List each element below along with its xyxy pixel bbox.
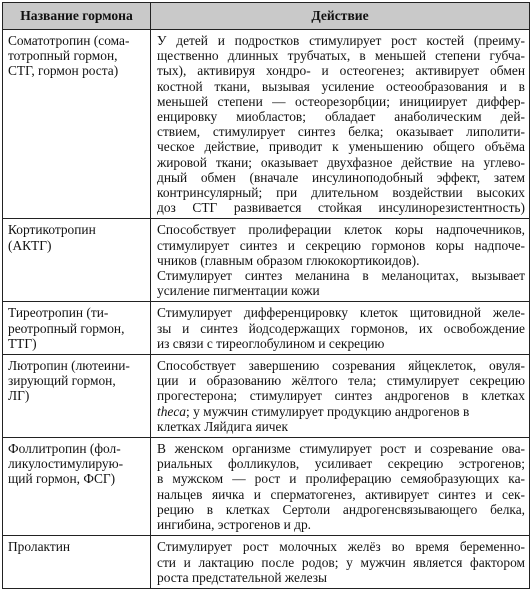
action-line: енцировку миобластов; обладает анаболическим дей-: [157, 109, 525, 125]
hormone-table-container: [2, 2, 529, 589]
action-line: У детей и подростков стимулирует рост костей (преиму-: [157, 33, 525, 48]
table-row-somatotropin: [3, 30, 530, 219]
table-row-lutropin: [3, 355, 530, 438]
action-line: [157, 404, 525, 419]
table-row-prolactin: [3, 536, 530, 589]
action-line: усиление пигментации кожи: [157, 283, 320, 299]
hormone-action-cell: [151, 536, 530, 589]
action-line: контринсулярный; при длительном воздействии высоких: [157, 185, 525, 201]
hormone-name-cell: [3, 355, 151, 438]
hormone-name-line: Лютропин (лютеини-: [8, 358, 130, 374]
hormone-name-cell: [3, 438, 151, 536]
action-line: Способствует пролиферации клеток коры надпочечников,: [157, 222, 525, 238]
action-line: клетках Ляйдига яичек: [157, 418, 288, 434]
hormone-name-line: СТГ, гормон роста): [8, 63, 119, 79]
action-line-italic-term: theca: [157, 403, 186, 419]
action-line: костной ткани, вызывая усиление остеообразования и в: [157, 78, 525, 94]
action-line: ции и образованию жёлтого тела; стимулирует секрецию: [157, 373, 525, 389]
table-row-corticotropin: [3, 219, 530, 302]
hormone-name-line: ТТГ): [8, 335, 37, 351]
header-hormone-name: Название гормона: [3, 3, 151, 30]
hormone-action-cell: [151, 438, 530, 536]
hormone-name-line: ликулостимулирую-: [8, 456, 124, 472]
action-line: доз СТГ развивается стойкая инсулинорезистентность): [157, 200, 525, 216]
hormone-name-line: ЛГ): [8, 388, 30, 404]
action-line: зы и синтез йодсодержащих гормонов, их освобождение: [157, 320, 525, 336]
hormone-name-line: щий гормон, ФСГ): [8, 471, 116, 487]
action-line-rest: ; у мужчин стимулирует продукцию андрогенов в: [186, 403, 470, 419]
hormone-name-line: Соматотропин (сома-: [8, 33, 130, 48]
action-line: щественно длинных трубчатых, в меньшей степени губча-: [157, 48, 525, 64]
hormone-name-cell: [3, 219, 151, 302]
action-line: роста предстательной железы: [157, 569, 328, 585]
action-line: в мужском — рост и пролиферацию семяобразующих ка-: [157, 471, 525, 487]
action-line: меньшей степени — остеорезорбции; инициирует диффер-: [157, 93, 525, 109]
action-line: сти и лактацию после родов; у мужчин является фактором: [157, 554, 525, 570]
action-line: тых), активируя хондро- и остеогенез; активирует обмен: [157, 63, 525, 79]
action-line: из связи с тиреоглобулином и секрецию: [157, 335, 385, 351]
action-line: В женском организме стимулирует рост и созревание ова-: [157, 441, 525, 457]
hormone-action-cell: [151, 219, 530, 302]
header-action: Действие: [151, 3, 530, 30]
action-line: рецию в клетках Сертоли андрогенсвязывающего белка,: [157, 501, 525, 517]
action-line: чников (главным образом глюкокортикоидов).: [157, 252, 420, 268]
hormone-action-cell: [151, 302, 530, 355]
table-header-row: [3, 3, 530, 30]
action-line: ингибина, эстрогенов и др.: [157, 517, 312, 533]
hormone-name-line: зирующий гормон,: [8, 373, 116, 389]
hormone-name-cell: [3, 536, 151, 589]
hormone-action-cell: [151, 355, 530, 438]
hormone-name-line: Кортикотропин: [8, 222, 96, 238]
action-line: ческое действие, приводит к уменьшению общего объёма: [157, 139, 525, 155]
hormone-name-cell: [3, 30, 151, 219]
action-line: стимулирует синтез и секрецию гормонов коры надпоче-: [157, 237, 525, 253]
hormone-action-cell: [151, 30, 530, 219]
action-line: Стимулирует дифференцировку клеток щитовидной желе-: [157, 305, 525, 321]
action-line: нальцев яичка и сперматогенез, активирует синтез и сек-: [157, 486, 525, 502]
action-line: ствием, стимулирует синтез белка; оказывает липолити-: [157, 124, 525, 140]
hormone-name-cell: [3, 302, 151, 355]
action-line: прогестерона; стимулирует синтез андрогенов в клетках: [157, 388, 525, 404]
action-line: дный обмен (вначале инсулиноподобный эффект, затем: [157, 169, 525, 185]
hormone-name-line: (АКТГ): [8, 237, 52, 253]
action-line: жировой ткани; оказывает двухфазное действие на углево-: [157, 154, 525, 170]
action-line: Стимулирует синтез меланина в меланоцитах, вызывает: [157, 268, 525, 284]
hormone-name-line: Пролактин: [8, 539, 71, 555]
hormone-name-line: тотропный гормон,: [8, 48, 118, 64]
hormone-table: [2, 2, 530, 589]
action-line: Стимулирует рост молочных желёз во время беременно-: [157, 539, 525, 555]
table-row-thyrotropin: [3, 302, 530, 355]
action-line: риальных фолликулов, усиливает секрецию эстрогенов;: [157, 456, 525, 472]
hormone-name-line: реотропный гормон,: [8, 320, 125, 336]
table-row-follitropin: [3, 438, 530, 536]
hormone-name-line: Тиреотропин (ти-: [8, 305, 109, 321]
hormone-name-line: Фоллитропин (фол-: [8, 441, 121, 457]
action-line: Способствует завершению созревания яйцеклеток, овуля-: [157, 358, 525, 374]
